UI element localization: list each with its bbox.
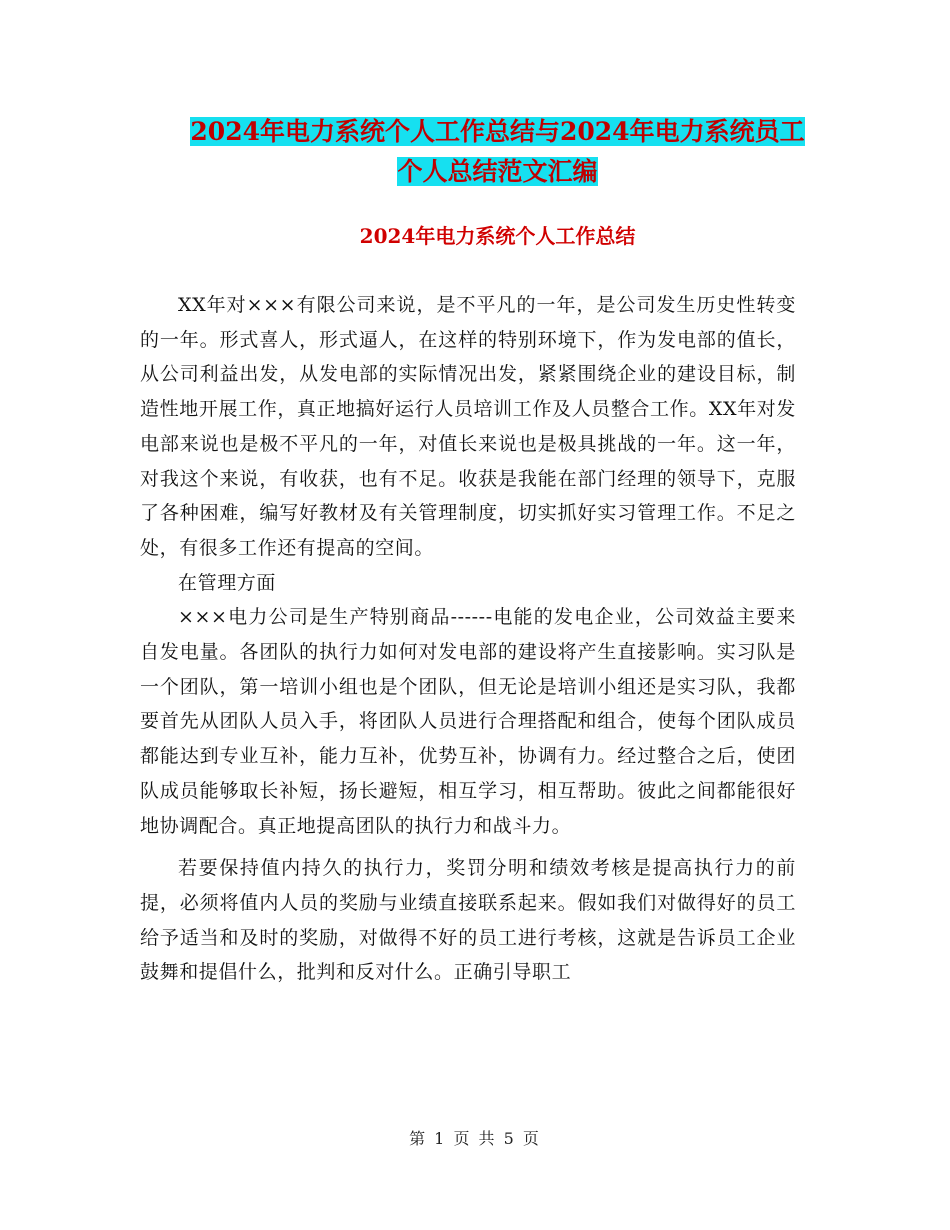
page-footer: 第 1 页 共 5 页 [409,1129,541,1148]
title-line-2: 个人总结范文汇编 [397,157,598,186]
paragraph-execution: 若要保持值内持久的执行力，奖罚分明和绩效考核是提高执行力的前提，必须将值内人员的奖励与业绩直接联系起来。假如我们对做得好的员工给予适当和及时的奖励，对做得不好的员工进行考核，这就是告诉员工企业鼓舞和提倡什么，批判和反对什么。正确引导职工 [140,857,796,984]
paragraph-heading-management: 在管理方面 [178,571,277,594]
document-title [140,112,855,192]
paragraph-team: ×××电力公司是生产特别商品------电能的发电企业，公司效益主要来自发电量。各团队的执行力如何对发电部的建设将产生直接影响。实习队是一个团队，第一培训小组也是个团队，但无论是培训小组还是实习队，我都要首先从团队人员入手，将团队人员进行合理搭配和组合，使每个团队成员都能达到专业互补，能力互补，优势互补，协调有力。经过整合之后，使团队成员能够取长补短，扬长避短，相互学习，相互帮助。彼此之间都能很好地协调配合。真正地提高团队的执行力和战斗力。 [140,606,796,837]
body-text [140,288,796,990]
paragraph-intro: XX年对×××有限公司来说，是不平凡的一年，是公司发生历史性转变的一年。形式喜人，形式逼人，在这样的特别环境下，作为发电部的值长，从公司利益出发，从发电部的实际情况出发，紧紧围绕企业的建设目标，制造性地开展工作，真正地搞好运行人员培训工作及人员整合工作。XX年对发电部来说也是极不平凡的一年，对值长来说也是极具挑战的一年。这一年，对我这个来说，有收获，也有不足。收获是我能在部门经理的领导下，克服了各种困难，编写好教材及有关管理制度，切实抓好实习管理工作。不足之处，有很多工作还有提高的空间。 [140,294,796,559]
section-title: 2024年电力系统个人工作总结 [359,224,636,248]
title-line-1: 2024年电力系统个人工作总结与2024年电力系统员工 [190,117,805,146]
